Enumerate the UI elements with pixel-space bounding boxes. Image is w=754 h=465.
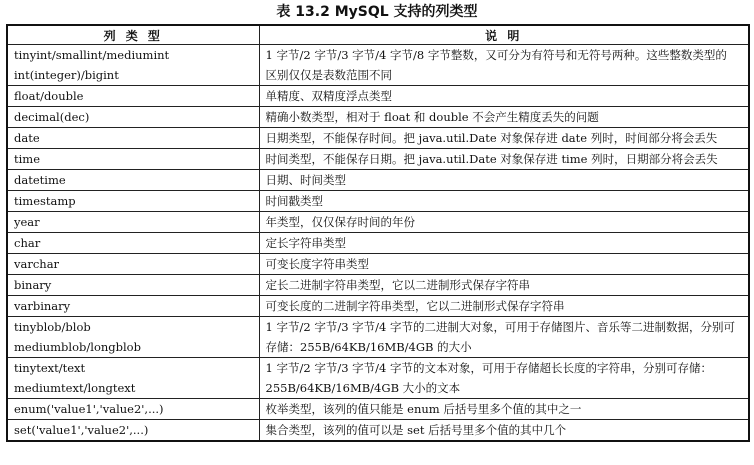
- header-row: [7, 25, 749, 45]
- cell-column-type: [7, 107, 259, 128]
- cell-description: [259, 399, 749, 420]
- cell-line: datetime: [14, 173, 66, 187]
- cell-line: tinytext/text: [14, 361, 86, 375]
- table-row: [7, 128, 749, 149]
- cell-line: 时间类型，不能保存日期。把 java.util.Date 对象保存进 time 列时，日期部分将会丢失: [265, 152, 718, 166]
- cell-column-type: [7, 149, 259, 170]
- cell-column-type: [7, 212, 259, 233]
- cell-line: decimal(dec): [14, 110, 90, 124]
- table-row: [7, 296, 749, 317]
- cell-column-type: [7, 128, 259, 149]
- cell-line: enum('value1','value2',...): [14, 402, 164, 416]
- cell-description: [259, 358, 749, 399]
- cell-line: 1 字节/2 字节/3 字节/4 字节的文本对象，可用于存储超长长度的字符串，分别可存储：: [265, 361, 713, 375]
- cell-line: 定长字符串类型: [265, 236, 346, 250]
- cell-line: 1 字节/2 字节/3 字节/4 字节的二进制大对象，可用于存储图片、音乐等二进制数据，分别可: [265, 320, 736, 334]
- table-row: [7, 191, 749, 212]
- cell-line: 年类型，仅仅保存时间的年份: [265, 215, 415, 229]
- table-row: [7, 86, 749, 107]
- table-row: [7, 399, 749, 420]
- cell-description: [259, 45, 749, 86]
- cell-description: [259, 149, 749, 170]
- cell-line: int(integer)/bigint: [14, 68, 119, 82]
- cell-line: 集合类型，该列的值可以是 set 后括号里多个值的其中几个: [265, 423, 567, 437]
- cell-description: [259, 170, 749, 191]
- cell-description: [259, 275, 749, 296]
- cell-description: [259, 317, 749, 358]
- column-types-table-container: [6, 24, 748, 442]
- cell-column-type: [7, 317, 259, 358]
- cell-description: [259, 128, 749, 149]
- cell-column-type: [7, 358, 259, 399]
- cell-line: time: [14, 152, 41, 166]
- cell-column-type: [7, 45, 259, 86]
- column-header-type: 列 类 型: [7, 25, 259, 45]
- cell-line: year: [14, 215, 40, 229]
- cell-description: [259, 191, 749, 212]
- cell-line: 可变长度的二进制字符串类型，它以二进制形式保存字符串: [265, 299, 565, 313]
- table-row: [7, 420, 749, 442]
- cell-line: 枚举类型，该列的值只能是 enum 后括号里多个值的其中之一: [265, 402, 582, 416]
- table-row: [7, 170, 749, 191]
- cell-line: 日期、时间类型: [265, 173, 346, 187]
- cell-description: [259, 233, 749, 254]
- table-row: [7, 45, 749, 86]
- cell-description: [259, 86, 749, 107]
- table-row: [7, 317, 749, 358]
- cell-column-type: [7, 233, 259, 254]
- cell-line: 精确小数类型，相对于 float 和 double 不会产生精度丢失的问题: [265, 110, 599, 124]
- cell-line: mediumtext/longtext: [14, 381, 136, 395]
- cell-column-type: [7, 86, 259, 107]
- cell-line: timestamp: [14, 194, 76, 208]
- cell-line: 定长二进制字符串类型，它以二进制形式保存字符串: [265, 278, 530, 292]
- table-row: [7, 254, 749, 275]
- cell-line: mediumblob/longblob: [14, 340, 141, 354]
- cell-column-type: [7, 296, 259, 317]
- cell-line: 日期类型，不能保存时间。把 java.util.Date 对象保存进 date 列时，时间部分将会丢失: [265, 131, 718, 145]
- column-header-description: 说 明: [259, 25, 749, 45]
- cell-column-type: [7, 191, 259, 212]
- cell-description: [259, 420, 749, 442]
- cell-line: 存储：255B/64KB/16MB/4GB 的大小: [265, 340, 472, 354]
- cell-line: set('value1','value2',...): [14, 423, 149, 437]
- cell-line: 时间戳类型: [265, 194, 323, 208]
- table-row: [7, 107, 749, 128]
- cell-description: [259, 107, 749, 128]
- cell-column-type: [7, 170, 259, 191]
- cell-line: tinyblob/blob: [14, 320, 91, 334]
- cell-line: tinyint/smallint/mediumint: [14, 48, 170, 62]
- cell-column-type: [7, 254, 259, 275]
- cell-line: 区别仅仅是表数范围不同: [265, 68, 392, 82]
- table-row: [7, 212, 749, 233]
- cell-line: 可变长度字符串类型: [265, 257, 369, 271]
- cell-line: varbinary: [14, 299, 71, 313]
- cell-column-type: [7, 275, 259, 296]
- table-body: [7, 45, 749, 442]
- cell-line: float/double: [14, 89, 84, 103]
- table-row: [7, 233, 749, 254]
- cell-description: [259, 254, 749, 275]
- cell-line: date: [14, 131, 40, 145]
- cell-line: varchar: [14, 257, 60, 271]
- table-row: [7, 149, 749, 170]
- cell-description: [259, 212, 749, 233]
- cell-line: 单精度、双精度浮点类型: [265, 89, 392, 103]
- cell-line: binary: [14, 278, 52, 292]
- cell-line: 1 字节/2 字节/3 字节/4 字节/8 字节整数，又可分为有符号和无符号两种。这些整数类型的: [265, 48, 727, 62]
- table-caption: 表 13.2 MySQL 支持的列类型: [276, 4, 478, 20]
- cell-line: char: [14, 236, 41, 250]
- column-types-table: [6, 24, 750, 442]
- table-row: [7, 358, 749, 399]
- table-row: [7, 275, 749, 296]
- cell-column-type: [7, 399, 259, 420]
- cell-description: [259, 296, 749, 317]
- cell-line: 255B/64KB/16MB/4GB 大小的文本: [265, 381, 461, 395]
- cell-column-type: [7, 420, 259, 442]
